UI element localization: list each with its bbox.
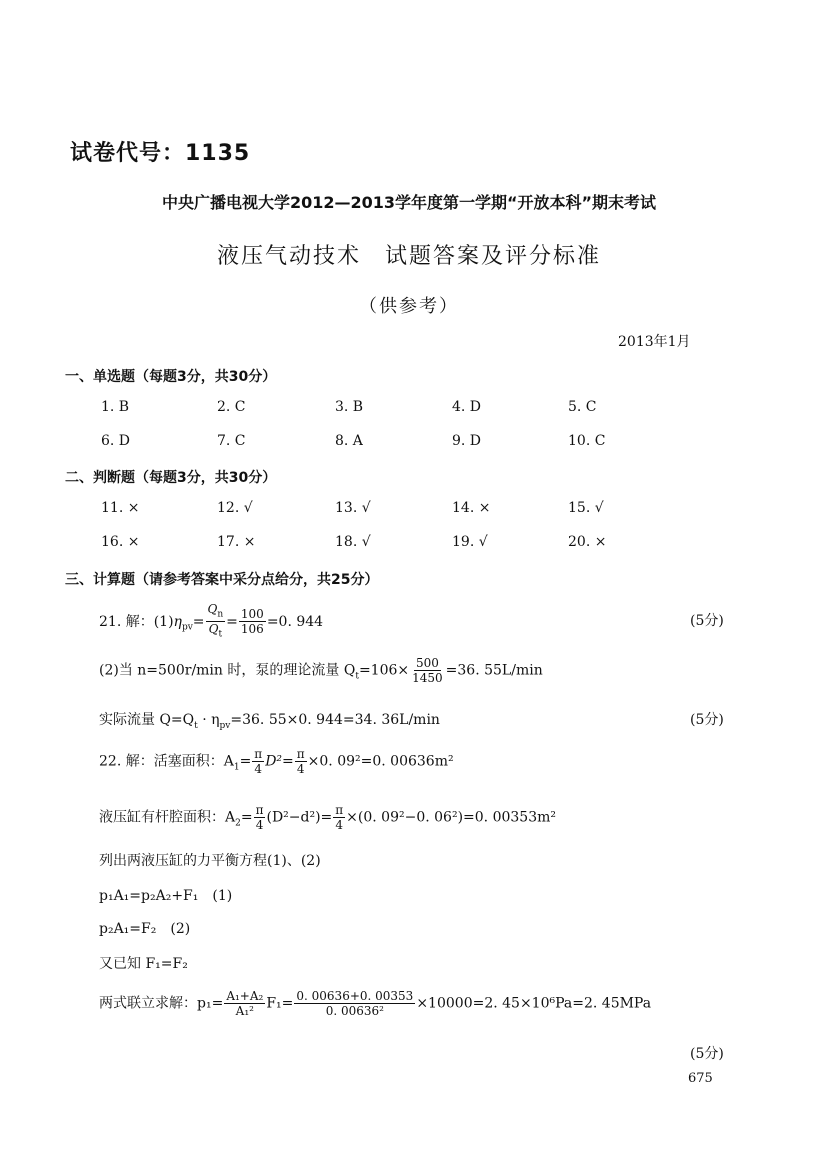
- answer-item: 4. D: [452, 399, 482, 415]
- section3-title: 三、计算题（请参考答案中采分点给分，共25分）: [65, 572, 379, 588]
- q22-piston-area: 22. 解：活塞面积：$A_1=$ $\frac{\pi}{4}$ D²= $\frac{\pi}{4}$ ×0. 09²=0. 00636m²: [99, 747, 454, 776]
- answer-item: 12. √: [217, 500, 253, 516]
- q22-equation-1: p₁A₁=p₂A₂+F₁ (1): [99, 888, 233, 904]
- section2-title: 二、判断题（每题3分，共30分）: [65, 470, 277, 486]
- answer-item: 14. ×: [452, 500, 491, 516]
- score-mark: (5分): [690, 613, 724, 629]
- score-mark: (5分): [690, 712, 724, 728]
- answer-item: 8. A: [335, 433, 363, 449]
- reference-note: （供参考）: [359, 296, 459, 317]
- answer-item: 18. √: [335, 534, 371, 550]
- section1-title: 一、单选题（每题3分，共30分）: [65, 369, 277, 385]
- answer-item: 6. D: [101, 433, 131, 449]
- answer-item: 11. ×: [101, 500, 140, 516]
- answer-item: 20. ×: [568, 534, 607, 550]
- q21-actual-flow: 实际流量 $Q=Q_t \cdot \eta_{pv}=36$. 55×0. 944=34. 36L/min: [99, 712, 440, 731]
- page-number: 675: [688, 1071, 713, 1086]
- subject-title: 液压气动技术 试题答案及评分标准: [216, 244, 601, 269]
- answer-item: 16. ×: [101, 534, 140, 550]
- answer-item: 17. ×: [217, 534, 256, 550]
- exam-title: 中央广播电视大学2012—2013学年度第一学期“开放本科”期末考试: [161, 193, 657, 212]
- q22-rod-chamber-area: 液压缸有杆腔面积：$A_2=$ $\frac{\pi}{4}$ (D²−d²)= $\frac{\pi}{4}$ ×(0. 09²−0. 06²)=0. 00353m²: [99, 803, 556, 832]
- answer-item: 13. √: [335, 500, 371, 516]
- answer-item: 3. B: [335, 399, 364, 415]
- answer-item: 2. C: [217, 399, 246, 415]
- answer-item: 5. C: [568, 399, 597, 415]
- answer-item: 19. √: [452, 534, 488, 550]
- q21-efficiency-formula: 21. 解：$(1)\eta_{pv}=$ $\frac{Q_n}{Q_t}$ = $\frac{100}{106}$ =0. 944: [99, 602, 324, 640]
- q22-equation-2: p₂A₁=F₂ (2): [99, 921, 191, 937]
- answer-item: 15. √: [568, 500, 604, 516]
- q21-theoretical-flow: (2)当 n=500r/min 时，泵的理论流量 $Q_t=106\times$ $\frac{500}{1450}$ =36. 55L/min: [99, 656, 543, 685]
- answer-item: 7. C: [217, 433, 246, 449]
- q22-force-balance-intro: 列出两液压缸的力平衡方程(1)、(2): [99, 853, 321, 869]
- answer-item: 1. B: [101, 399, 130, 415]
- score-mark: (5分): [690, 1046, 724, 1062]
- paper-code: 试卷代号：1135: [70, 141, 251, 166]
- answer-item: 10. C: [568, 433, 606, 449]
- exam-date: 2013年1月: [618, 334, 691, 350]
- answer-item: 9. D: [452, 433, 482, 449]
- q22-known-condition: 又已知 F₁=F₂: [99, 956, 188, 972]
- q22-solution: 两式联立求解：p₁= $\frac{\text{A₁+A₂}}{\text{A₁²}}$ F₁= $\frac{0. 00636+0. 00353}{\text{0. 00636²}}$ ×10000=2. 45×10⁶Pa=2. 45MPa: [99, 989, 652, 1018]
